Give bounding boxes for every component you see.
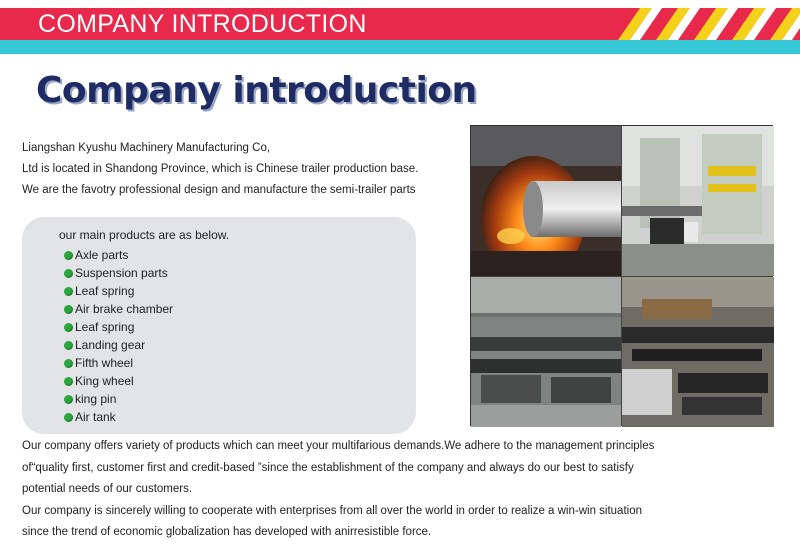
intro-paragraph	[22, 138, 462, 201]
product-label: Air brake chamber	[75, 302, 174, 316]
product-label: Fifth wheel	[75, 356, 134, 370]
bottom-line: of“quality first, customer first and credit-based ”since the establishment of the company and always do our best to satisfy	[22, 461, 634, 474]
intro-line: Liangshan Kyushu Machinery Manufacturing Co,	[22, 142, 271, 154]
product-label: Air tank	[75, 410, 116, 424]
intro-line: Ltd is located in Shandong Province, which is Chinese trailer production base.	[22, 163, 419, 175]
welding-photo	[471, 126, 621, 276]
workshop-axles-photo	[471, 277, 621, 427]
product-label: Suspension parts	[75, 266, 168, 280]
product-label: Axle parts	[75, 248, 129, 262]
banner-stripes-decoration	[600, 8, 800, 40]
list-item	[64, 390, 173, 408]
products-panel	[22, 217, 416, 434]
header-banner	[0, 0, 800, 60]
list-item	[64, 354, 173, 372]
list-item	[64, 408, 173, 426]
green-dot-icon	[64, 395, 73, 404]
green-dot-icon	[64, 287, 73, 296]
page-title: Company introduction	[36, 70, 477, 111]
green-dot-icon	[64, 341, 73, 350]
green-dot-icon	[64, 413, 73, 422]
factory-photo-grid	[470, 125, 773, 426]
list-item	[64, 372, 173, 390]
list-item	[64, 282, 173, 300]
list-item	[64, 300, 173, 318]
banner-cyan-band	[0, 40, 800, 54]
list-item	[64, 246, 173, 264]
products-list	[64, 246, 173, 426]
product-label: king pin	[75, 392, 117, 406]
products-title: our main products are as below.	[59, 228, 230, 242]
bottom-line: Our company offers variety of products which can meet your multifarious demands.We adhere to the management principles	[22, 440, 655, 452]
product-label: Leaf spring	[75, 320, 135, 334]
green-dot-icon	[64, 323, 73, 332]
banner-title: COMPANY INTRODUCTION	[38, 10, 367, 38]
bottom-line: since the trend of economic globalization has developed with anirresistible force.	[22, 526, 432, 538]
press-machine-photo	[622, 126, 774, 276]
green-dot-icon	[64, 269, 73, 278]
bottom-line: Our company is sincerely willing to cooperate with enterprises from all over the world in order to realize a win-win situation	[22, 504, 642, 517]
green-dot-icon	[64, 251, 73, 260]
product-label: Landing gear	[75, 338, 146, 352]
green-dot-icon	[64, 377, 73, 386]
product-label: Leaf spring	[75, 284, 135, 298]
list-item	[64, 336, 173, 354]
green-dot-icon	[64, 359, 73, 368]
bottom-line: potential needs of our customers.	[22, 483, 193, 495]
green-dot-icon	[64, 305, 73, 314]
list-item	[64, 318, 173, 336]
list-item	[64, 264, 173, 282]
product-label: King wheel	[75, 374, 134, 388]
intro-line: We are the favotry professional design and manufacture the semi-trailer parts	[22, 184, 416, 196]
suspension-parts-photo	[622, 277, 774, 427]
bottom-paragraph	[22, 436, 792, 544]
